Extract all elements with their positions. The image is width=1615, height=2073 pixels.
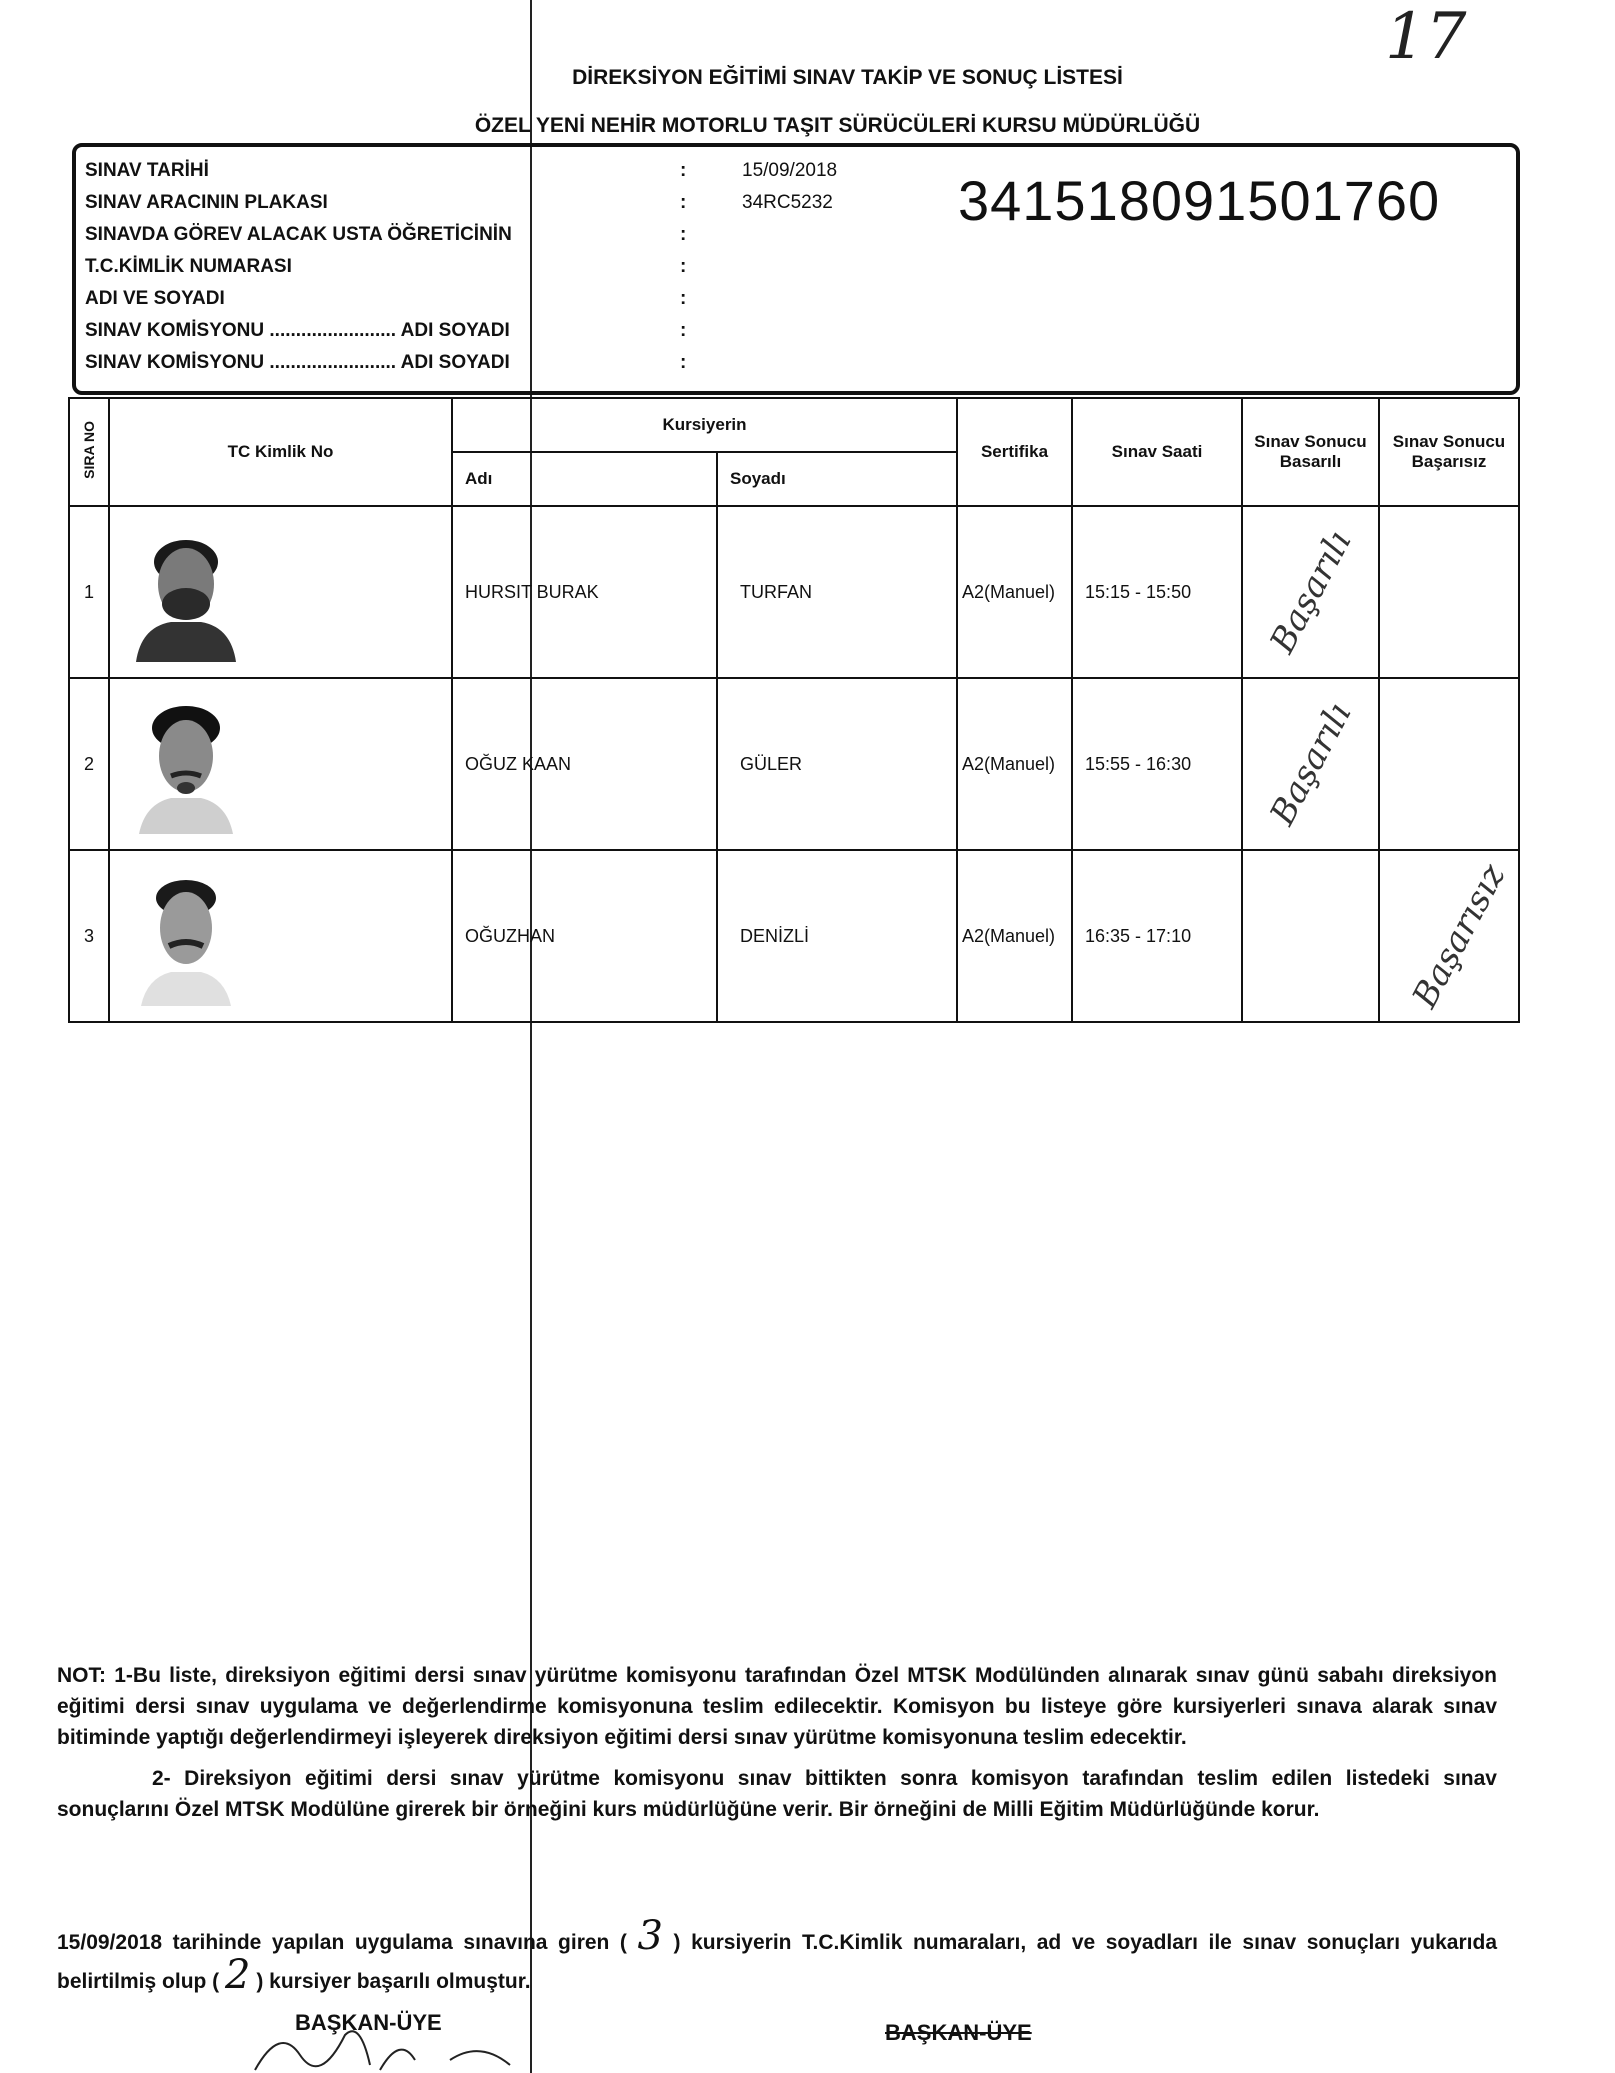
- colon: :: [680, 352, 687, 373]
- sira-no-label: SIRA NO: [81, 420, 97, 479]
- row-number: 3: [69, 850, 109, 1022]
- colon: :: [680, 192, 687, 213]
- handwritten-count-entered: 3: [637, 1913, 663, 1959]
- header-adi: Adı: [452, 452, 717, 506]
- student-photo: [131, 694, 241, 834]
- student-photo: [131, 522, 241, 662]
- header-basarili: Sınav Sonucu Basarılı: [1242, 398, 1379, 506]
- document-title: DİREKSİYON EĞİTİMİ SINAV TAKİP VE SONUÇ LİSTESİ: [572, 66, 1123, 89]
- colon: :: [680, 256, 687, 277]
- header-saat: Sınav Saati: [1072, 398, 1242, 506]
- handwritten-count-passed: 2: [225, 1952, 251, 1998]
- colon: :: [680, 320, 687, 341]
- info-label-date: SINAV TARİHİ: [85, 160, 209, 181]
- note-paragraph-1: NOT: 1-Bu liste, direksiyon eğitimi dersi sınav yürütme komisyonu tarafından Özel MTSK Modülünden alınarak sınav günü sabahı direksiyon eğitimi dersi sınav uygulama ve değerlendirme komisyonuna teslim edilecektir. Komisyon bu listeye göre kursiyerleri sınava alarak sınav bitiminde yaptığı değerlendirmeyi işleyerek direksiyon eğitimi dersi sınav yürütme komisyonuna teslim edecektir.: [57, 1664, 1497, 1749]
- table-row: [69, 678, 1519, 850]
- colon: :: [680, 288, 687, 309]
- header-sira-no: [69, 398, 109, 506]
- handwritten-result: Başarılı: [1261, 524, 1360, 660]
- summary-statement: [57, 1913, 1497, 1998]
- plate-value: 34RC5232: [742, 192, 833, 213]
- exam-info-labels: [85, 155, 512, 379]
- header-basarisiz: Sınav Sonucu Başarısız: [1379, 398, 1519, 506]
- exam-time: 16:35 - 17:10: [1072, 850, 1242, 1022]
- info-label-commission-1: SINAV KOMİSYONU ........................ ADI SOYADI: [85, 320, 510, 341]
- info-label-commission-2: SINAV KOMİSYONU ........................ ADI SOYADI: [85, 352, 510, 373]
- result-fail-cell: [1379, 506, 1519, 678]
- table-header-row: [69, 398, 1519, 452]
- header-tc: TC Kimlik No: [109, 398, 452, 506]
- signature-label-left: BAŞKAN-ÜYE: [295, 2010, 442, 2035]
- exam-date-value: 15/09/2018: [742, 160, 838, 181]
- result-fail-cell: [1379, 850, 1519, 1022]
- colon: :: [680, 224, 687, 245]
- handwritten-page-number: 17: [1385, 0, 1467, 74]
- info-label-name: ADI VE SOYADI: [85, 288, 225, 309]
- student-last-name: DENİZLİ: [717, 850, 957, 1022]
- row-number: 2: [69, 678, 109, 850]
- handwritten-result: Başarılı: [1261, 696, 1360, 832]
- certificate-class: A2(Manuel): [957, 678, 1072, 850]
- summary-text-1: 15/09/2018 tarihinde yapılan uygulama sınavına giren (: [57, 1931, 627, 1954]
- student-results-table: [68, 397, 1520, 1023]
- student-first-name: OĞUZHAN: [452, 850, 717, 1022]
- header-soyadi: Soyadı: [717, 452, 957, 506]
- photo-cell: [109, 506, 452, 678]
- summary-text-2: ) kursiyerin T.C.Kimlik numaraları, ad ve soyadları ile sınav sonuçları yukarıda belirtilmiş olup (: [57, 1931, 1497, 1993]
- header-sertifika: Sertifika: [957, 398, 1072, 506]
- table-row: [69, 850, 1519, 1022]
- certificate-class: A2(Manuel): [957, 850, 1072, 1022]
- photo-cell: [109, 678, 452, 850]
- summary-text-3: ) kursiyer başarılı olmuştur.: [256, 1970, 531, 1993]
- student-photo: [131, 866, 241, 1006]
- handwritten-result: Başarısız: [1404, 857, 1514, 1015]
- info-colons: [680, 155, 686, 379]
- header-kursiyerin: Kursiyerin: [452, 398, 957, 452]
- certificate-class: A2(Manuel): [957, 506, 1072, 678]
- photo-cell: [109, 850, 452, 1022]
- colon: :: [680, 160, 687, 181]
- result-pass-cell: [1242, 678, 1379, 850]
- document-subtitle: ÖZEL YENİ NEHİR MOTORLU TAŞIT SÜRÜCÜLERİ KURSU MÜDÜRLÜĞÜ: [474, 114, 1201, 137]
- info-label-plate: SINAV ARACININ PLAKASI: [85, 192, 328, 213]
- student-last-name: GÜLER: [717, 678, 957, 850]
- note-section: [57, 1660, 1497, 1835]
- student-first-name: OĞUZ KAAN: [452, 678, 717, 850]
- student-first-name: HURSIT BURAK: [452, 506, 717, 678]
- result-fail-cell: [1379, 678, 1519, 850]
- result-pass-cell: [1242, 850, 1379, 1022]
- result-pass-cell: [1242, 506, 1379, 678]
- exam-number: 341518091501760: [958, 169, 1441, 232]
- row-number: 1: [69, 506, 109, 678]
- info-label-instructor: SINAVDA GÖREV ALACAK USTA ÖĞRETİCİNİN: [85, 224, 512, 245]
- info-values: [742, 155, 837, 219]
- exam-time: 15:15 - 15:50: [1072, 506, 1242, 678]
- exam-time: 15:55 - 16:30: [1072, 678, 1242, 850]
- student-last-name: TURFAN: [717, 506, 957, 678]
- handwritten-signature-icon: [250, 2015, 530, 2073]
- note-paragraph-2: 2- Direksiyon eğitimi dersi sınav yürütme komisyonu sınav bittikten sonra komisyon tarafından teslim edilen listedeki sınav sonuçlarını Özel MTSK Modülüne girerek bir örneğini kurs müdürlüğüne verir. Bir örneğini de Milli Eğitim Müdürlüğünde korur.: [57, 1767, 1497, 1821]
- table-row: [69, 506, 1519, 678]
- info-label-tc: T.C.KİMLİK NUMARASI: [85, 256, 292, 277]
- signature-label-right: BAŞKAN-ÜYE: [885, 2020, 1032, 2045]
